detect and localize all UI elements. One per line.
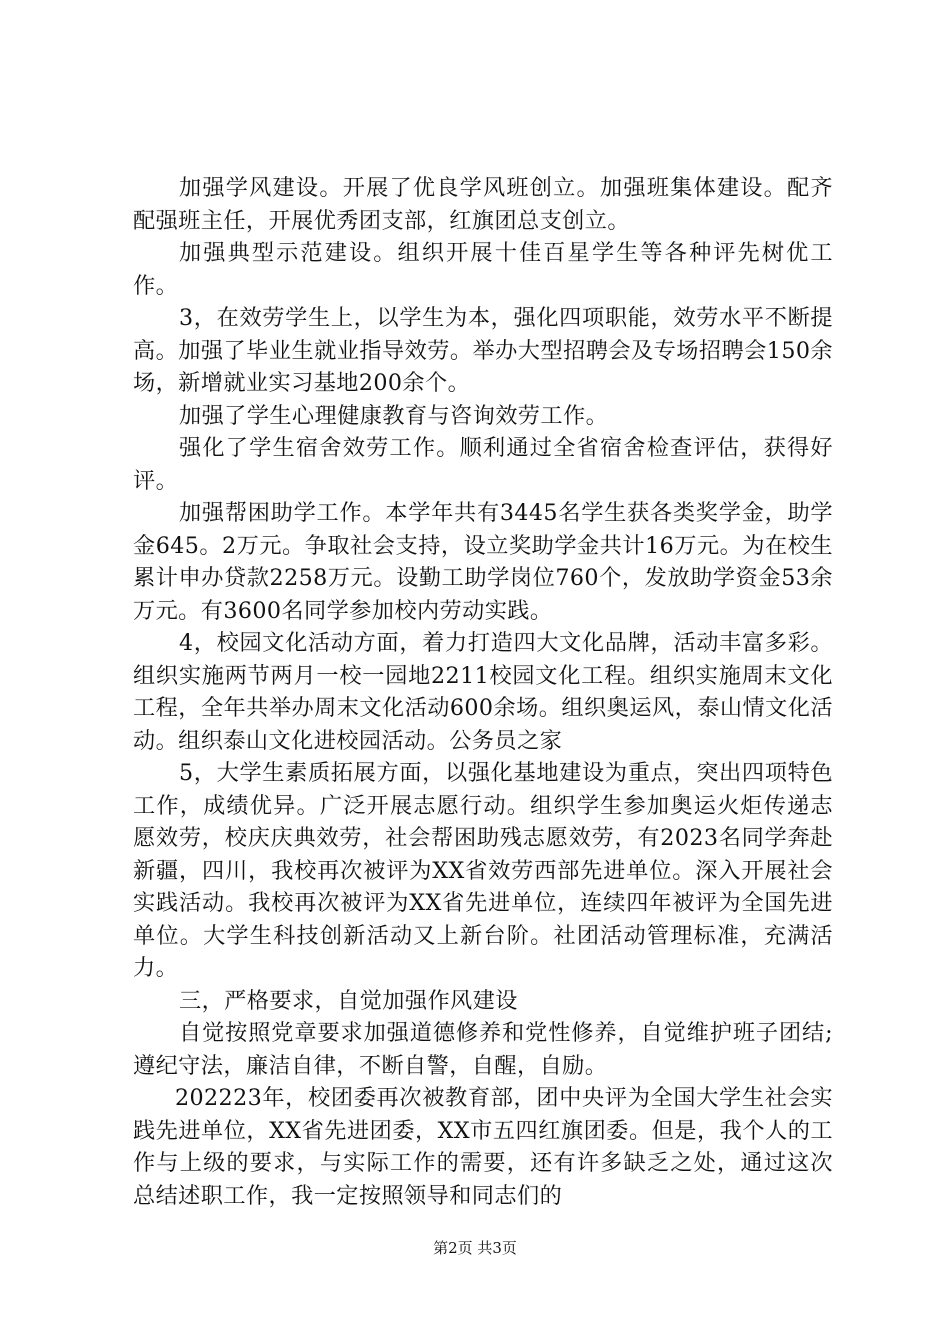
paragraph: 加强了学生心理健康教育与咨询效劳工作。 <box>179 402 609 429</box>
page-number-footer: 第2页 共3页 <box>433 1239 517 1257</box>
document-body <box>133 172 833 1212</box>
section-heading: 三，严格要求，自觉加强作风建设 <box>179 987 518 1014</box>
paragraph: 自觉按照党章要求加强道德修养和党性修养，自觉维护班子团结;遵纪守法，廉洁自律，不断自警，自醒，自励。 <box>133 1020 833 1079</box>
paragraph: 加强帮困助学工作。本学年共有3445名学生获各类奖学金，助学金645。2万元。争取社会支持，设立奖助学金共计16万元。为在校生累计申办贷款2258万元。设勤工助学岗位760个，发放助学资金53余万元。有3600名同学参加校内劳动实践。 <box>133 500 833 624</box>
paragraph: 4，校园文化活动方面，着力打造四大文化品牌，活动丰富多彩。组织实施两节两月一校一园地2211校园文化工程。组织实施周末文化工程，全年共举办周末文化活动600余场。组织奥运风，泰山情文化活动。组织泰山文化进校园活动。公务员之家 <box>133 630 833 754</box>
paragraph: 202223年，校团委再次被教育部，团中央评为全国大学生社会实践先进单位，XX省先进团委，XX市五四红旗团委。但是，我个人的工作与上级的要求，与实际工作的需要，还有许多缺乏之处，通过这次总结述职工作，我一定按照领导和同志们的 <box>133 1085 833 1209</box>
paragraph: 加强学风建设。开展了优良学风班创立。加强班集体建设。配齐配强班主任，开展优秀团支部，红旗团总支创立。 <box>133 175 833 234</box>
paragraph: 加强典型示范建设。组织开展十佳百星学生等各种评先树优工作。 <box>133 240 833 299</box>
paragraph: 5，大学生素质拓展方面，以强化基地建设为重点，突出四项特色工作，成绩优异。广泛开展志愿行动。组织学生参加奥运火炬传递志愿效劳，校庆庆典效劳，社会帮困助残志愿效劳，有2023名同学奔赴新疆，四川，我校再次被评为XX省效劳西部先进单位。深入开展社会实践活动。我校再次被评为XX省先进单位，连续四年被评为全国先进单位。大学生科技创新活动又上新台阶。社团活动管理标准，充满活力。 <box>133 760 833 981</box>
paragraph: 3，在效劳学生上，以学生为本，强化四项职能，效劳水平不断提高。加强了毕业生就业指导效劳。举办大型招聘会及专场招聘会150余场，新增就业实习基地200余个。 <box>133 305 833 396</box>
paragraph: 强化了学生宿舍效劳工作。顺利通过全省宿舍检查评估，获得好评。 <box>133 435 833 494</box>
